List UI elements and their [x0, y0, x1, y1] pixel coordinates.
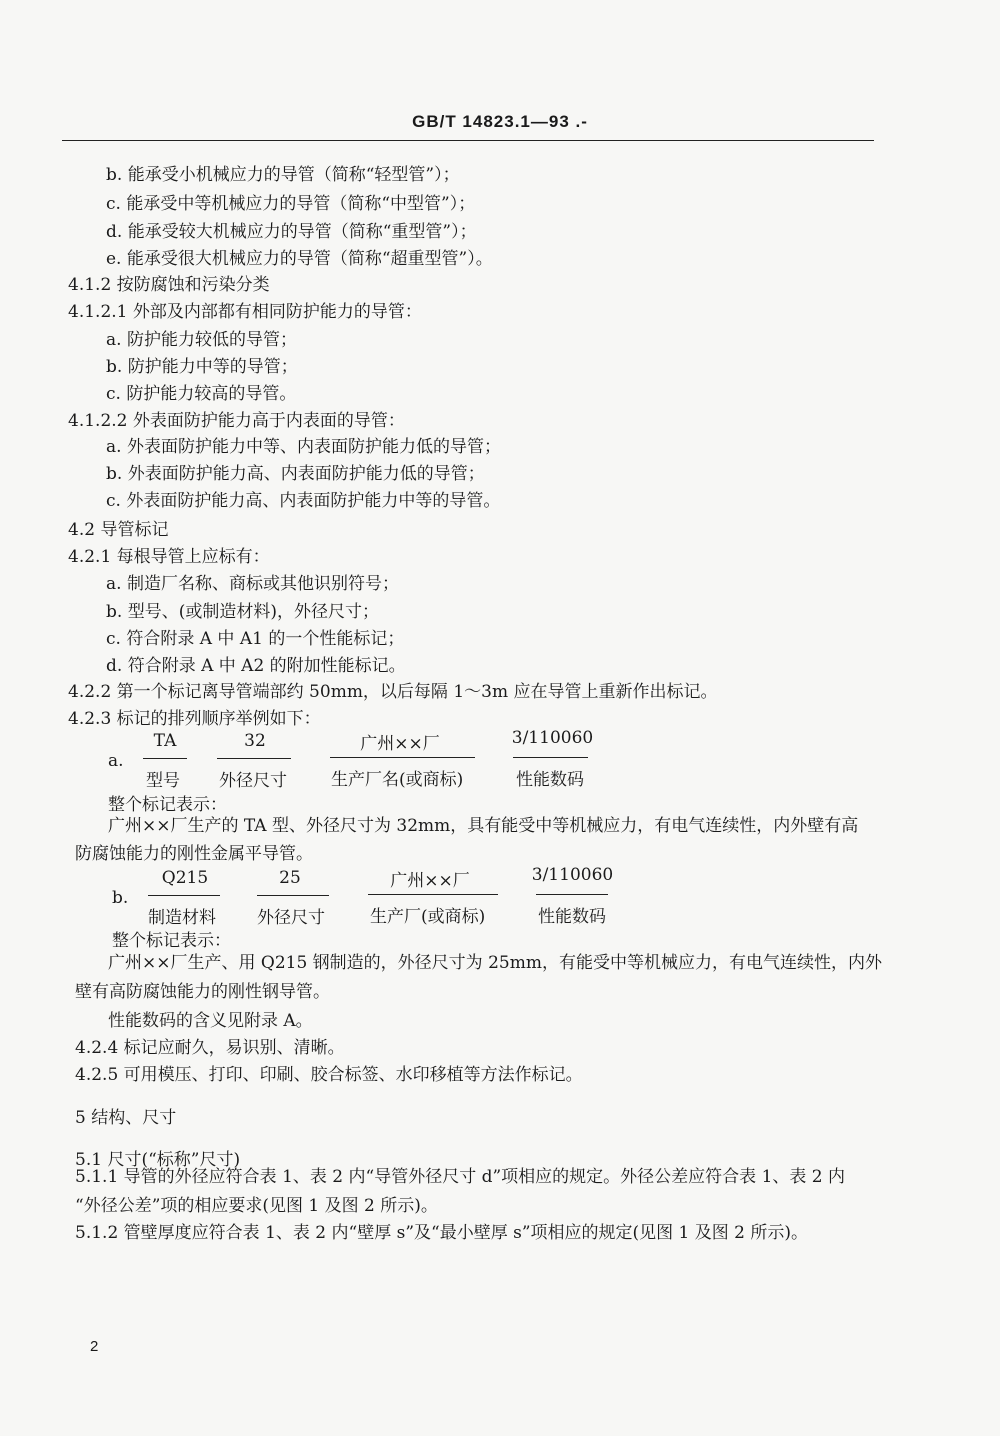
- marking-value: 3/110060: [531, 865, 614, 885]
- paragraph: 广州××厂生产、用 Q215 钢制造的，外径尺寸为 25mm，有能受中等机械应力，有电气连续性，内外: [108, 953, 882, 973]
- list-item: c. 防护能力较高的导管。: [106, 384, 297, 404]
- marking-value: 3/110060: [511, 728, 594, 748]
- marking-label: a.: [108, 751, 124, 771]
- paragraph: 性能数码的含义见附录 A。: [108, 1011, 313, 1031]
- paragraph: 防腐蚀能力的刚性金属平导管。: [75, 844, 313, 864]
- section-paragraph: 4.2.2 第一个标记离导管端部约 50mm，以后每隔 1～3m 应在导管上重新作出标记。: [68, 682, 718, 702]
- marking-caption: 制造材料: [148, 908, 216, 928]
- underline: [217, 758, 291, 759]
- list-item: c. 符合附录 A 中 A1 的一个性能标记；: [106, 629, 405, 649]
- section-paragraph: 5.1.1 导管的外径应符合表 1、表 2 内“导管外径尺寸 d”项相应的规定。外径公差应符合表 1、表 2 内: [75, 1167, 846, 1187]
- marking-caption: 生产厂名(或商标): [331, 770, 464, 790]
- paragraph: 整个标记表示：: [108, 795, 227, 815]
- marking-value: TA: [153, 731, 177, 751]
- list-item: c. 外表面防护能力高、内表面防护能力中等的导管。: [106, 491, 501, 511]
- underline: [143, 758, 187, 759]
- marking-caption: 性能数码: [516, 770, 584, 790]
- marking-value: Q215: [161, 868, 209, 888]
- marking-value: 25: [279, 868, 301, 888]
- section-heading: 4.1.2.1 外部及内部都有相同防护能力的导管：: [68, 302, 422, 322]
- list-item: a. 防护能力较低的导管；: [106, 330, 297, 350]
- list-item: c. 能承受中等机械应力的导管（简称“中型管”）；: [106, 194, 476, 214]
- section-heading: 4.1.2.2 外表面防护能力高于内表面的导管：: [68, 411, 405, 431]
- section-heading: 4.2 导管标记: [68, 520, 169, 540]
- list-item: a. 制造厂名称、商标或其他识别符号；: [106, 574, 399, 594]
- list-item: b. 防护能力中等的导管；: [106, 357, 298, 377]
- header-rule: [62, 140, 874, 141]
- section-heading: 4.2.1 每根导管上应标有：: [68, 547, 270, 567]
- list-item: b. 外表面防护能力高、内表面防护能力低的导管；: [106, 464, 485, 484]
- standard-code-header: GB/T 14823.1—93 .-: [412, 112, 588, 131]
- section-heading: 5.1 尺寸(“标称”尺寸): [75, 1150, 241, 1170]
- marking-value: 32: [244, 731, 266, 751]
- marking-label: b.: [112, 888, 129, 908]
- section-heading: 4.1.2 按防腐蚀和污染分类: [68, 275, 270, 295]
- list-item: b. 能承受小机械应力的导管（简称“轻型管”）；: [106, 165, 460, 185]
- list-item: a. 外表面防护能力中等、内表面防护能力低的导管；: [106, 437, 501, 457]
- underline: [368, 894, 498, 895]
- marking-caption: 外径尺寸: [219, 771, 287, 791]
- section-heading: 4.2.3 标记的排列顺序举例如下：: [68, 709, 321, 729]
- underline: [148, 895, 220, 896]
- list-item: b. 型号、(或制造材料)，外径尺寸；: [106, 602, 379, 622]
- marking-caption: 型号: [146, 771, 180, 791]
- underline: [513, 757, 588, 758]
- marking-caption: 生产厂(或商标): [370, 907, 486, 927]
- paragraph: 壁有高防腐蚀能力的刚性钢导管。: [75, 982, 330, 1002]
- list-item: e. 能承受很大机械应力的导管（简称“超重型管”）。: [106, 249, 493, 269]
- section-paragraph: 5.1.2 管壁厚度应符合表 1、表 2 内“壁厚 s”及“最小壁厚 s”项相应的规定(见图 1 及图 2 所示)。: [75, 1223, 809, 1243]
- chapter-heading: 5 结构、尺寸: [75, 1108, 177, 1128]
- page-number: 2: [90, 1338, 99, 1355]
- marking-caption: 外径尺寸: [257, 908, 325, 928]
- section-paragraph: 4.2.5 可用模压、打印、印刷、胶合标签、水印移植等方法作标记。: [75, 1065, 583, 1085]
- paragraph: 广州××厂生产的 TA 型、外径尺寸为 32mm，具有能受中等机械应力，有电气连续性，内外壁有高: [108, 816, 859, 836]
- underline: [330, 757, 475, 758]
- marking-caption: 性能数码: [538, 907, 606, 927]
- section-paragraph: “外径公差”项的相应要求(见图 1 及图 2 所示)。: [75, 1196, 438, 1216]
- underline: [536, 894, 608, 895]
- marking-value: 广州××厂: [390, 871, 470, 891]
- underline: [257, 895, 329, 896]
- section-paragraph: 4.2.4 标记应耐久，易识别、清晰。: [75, 1038, 345, 1058]
- marking-value: 广州××厂: [360, 734, 440, 754]
- list-item: d. 能承受较大机械应力的导管（简称“重型管”）；: [106, 222, 477, 242]
- paragraph: 整个标记表示：: [112, 931, 231, 951]
- list-item: d. 符合附录 A 中 A2 的附加性能标记。: [106, 656, 406, 676]
